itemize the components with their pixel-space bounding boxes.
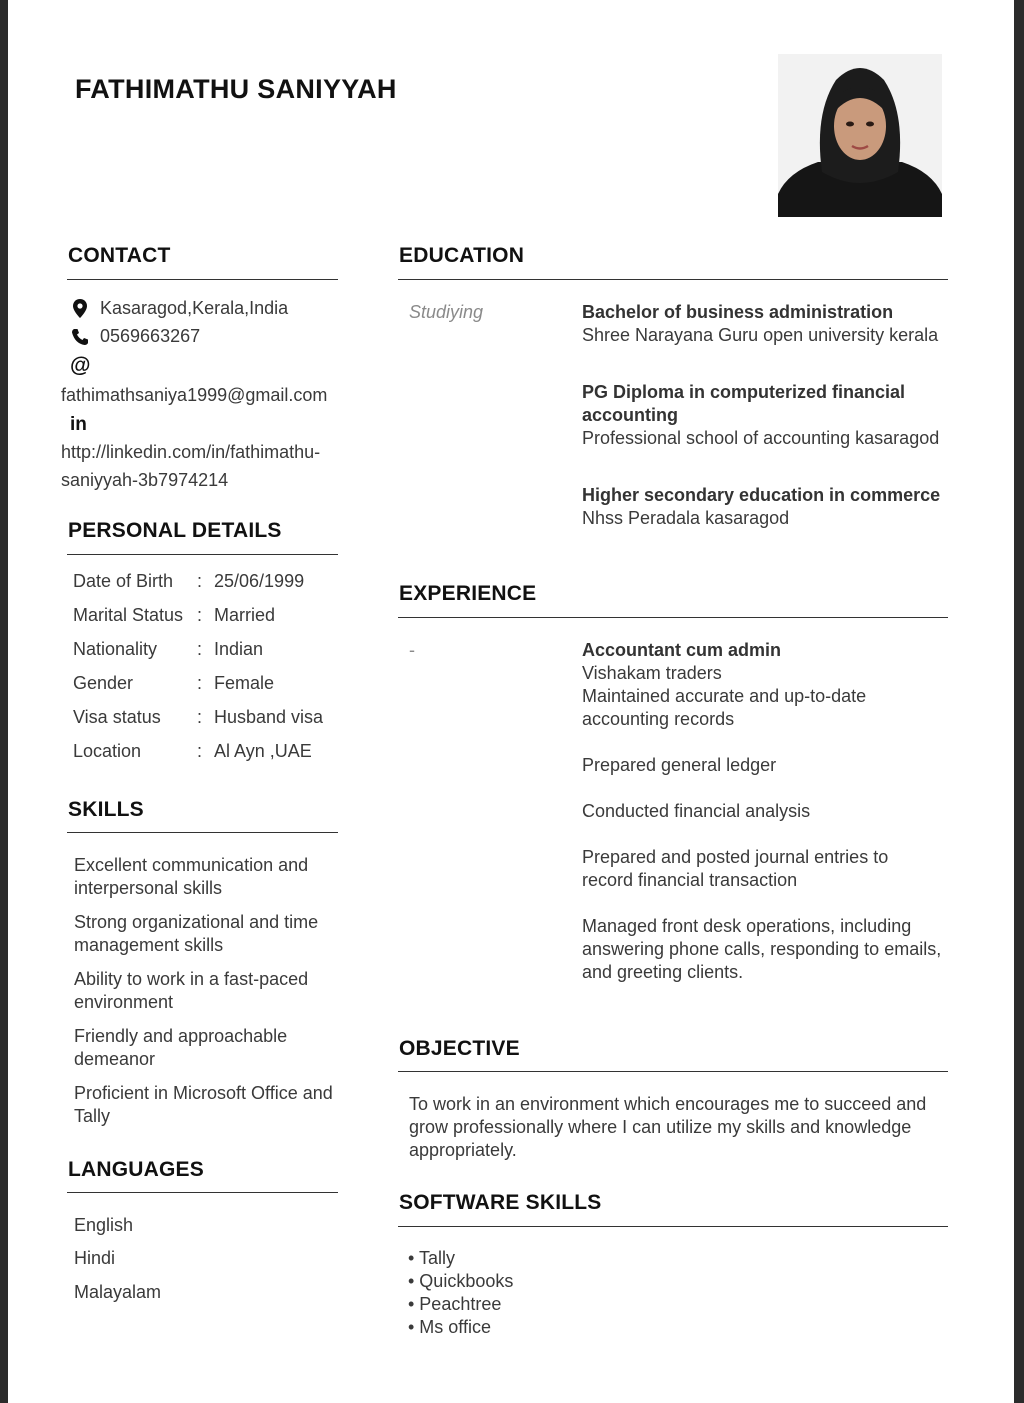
linkedin-icon: in bbox=[70, 414, 87, 435]
language-item: Hindi bbox=[74, 1248, 116, 1268]
resume-page bbox=[8, 0, 1014, 1403]
email-text: fathimathsaniya1999@gmail.com bbox=[61, 385, 328, 405]
personal-value: Al Ayn ,UAE bbox=[214, 741, 312, 761]
experience-divider bbox=[398, 617, 948, 618]
personal-value: Married bbox=[214, 605, 276, 625]
degree-title: Higher secondary education in commerce bbox=[582, 485, 941, 505]
personal-label: Location bbox=[73, 741, 142, 761]
personal-row: Visa status : Husband visa bbox=[73, 707, 324, 727]
contact-heading: CONTACT bbox=[68, 244, 171, 267]
profile-photo bbox=[778, 54, 942, 217]
location-text: Kasaragod,Kerala,India bbox=[100, 298, 289, 318]
personal-row: Gender : Female bbox=[73, 673, 275, 693]
skill-item: Friendly and approachable demeanor bbox=[74, 1026, 288, 1069]
education-status: Studiying bbox=[409, 302, 484, 322]
objective-divider bbox=[398, 1071, 948, 1072]
duty-item: Prepared and posted journal entries to record financial transaction bbox=[582, 847, 889, 890]
duty-item: Conducted financial analysis bbox=[582, 801, 811, 821]
linkedin-url-line2: saniyyah-3b7974214 bbox=[61, 470, 229, 490]
duty-item: Maintained accurate and up-to-date accounting records bbox=[582, 686, 867, 729]
duty-item: Prepared general ledger bbox=[582, 755, 777, 775]
language-item: Malayalam bbox=[74, 1282, 162, 1302]
skill-item: Strong organizational and time management skills bbox=[74, 912, 319, 955]
skill-item: Ability to work in a fast-paced environment bbox=[74, 969, 309, 1012]
personal-value: Indian bbox=[214, 639, 264, 659]
software-skills-divider bbox=[398, 1226, 948, 1227]
phone-text: 0569663267 bbox=[100, 326, 201, 346]
language-item: English bbox=[74, 1215, 134, 1235]
education-entry bbox=[582, 301, 942, 347]
objective-heading: OBJECTIVE bbox=[399, 1037, 520, 1060]
languages-heading: LANGUAGES bbox=[68, 1158, 204, 1181]
contact-divider bbox=[67, 279, 338, 280]
institution: Shree Narayana Guru open university kerala bbox=[582, 325, 939, 345]
linkedin-url-line1: http://linkedin.com/in/fathimathu- bbox=[61, 442, 321, 462]
education-entry bbox=[582, 381, 942, 450]
personal-value: Female bbox=[214, 673, 275, 693]
experience-entry bbox=[582, 639, 942, 731]
education-divider bbox=[398, 279, 948, 280]
software-item: • Tally bbox=[408, 1248, 455, 1268]
languages-divider bbox=[67, 1192, 338, 1193]
degree-title: PG Diploma in computerized financial accounting bbox=[582, 382, 906, 425]
education-heading: EDUCATION bbox=[399, 244, 525, 267]
experience-heading: EXPERIENCE bbox=[399, 582, 537, 605]
software-item: • Quickbooks bbox=[408, 1271, 514, 1291]
personal-value: 25/06/1999 bbox=[214, 571, 305, 591]
personal-details-heading: PERSONAL DETAILS bbox=[68, 519, 282, 542]
personal-row: Marital Status : Married bbox=[73, 605, 276, 625]
contact-location bbox=[70, 298, 288, 319]
candidate-name: FATHIMATHU SANIYYAH bbox=[75, 74, 397, 104]
duty-item: Managed front desk operations, including answering phone calls, responding to emails, and greeting clients. bbox=[582, 916, 942, 982]
skill-item: Proficient in Microsoft Office and Tally bbox=[74, 1083, 333, 1126]
personal-label: Marital Status bbox=[73, 605, 184, 625]
personal-details-divider bbox=[67, 554, 338, 555]
personal-value: Husband visa bbox=[214, 707, 324, 727]
institution: Professional school of accounting kasaragod bbox=[582, 428, 940, 448]
personal-label: Gender bbox=[73, 673, 134, 693]
institution: Nhss Peradala kasaragod bbox=[582, 508, 790, 528]
personal-row: Location : Al Ayn ,UAE bbox=[73, 741, 312, 761]
software-item: • Peachtree bbox=[408, 1294, 502, 1314]
company-name: Vishakam traders bbox=[582, 663, 722, 683]
experience-date: - bbox=[409, 640, 415, 660]
location-pin-icon bbox=[70, 299, 90, 318]
email-icon: @ bbox=[70, 354, 91, 377]
software-item: • Ms office bbox=[408, 1317, 491, 1337]
skills-heading: SKILLS bbox=[68, 798, 144, 821]
objective-text: To work in an environment which encourages me to succeed and grow professionally where I can utilize my skills and knowledge appropriately. bbox=[409, 1094, 927, 1160]
phone-icon bbox=[70, 328, 90, 346]
degree-title: Bachelor of business administration bbox=[582, 302, 894, 322]
personal-row: Date of Birth : 25/06/1999 bbox=[73, 571, 305, 591]
education-entry bbox=[582, 484, 942, 530]
job-title: Accountant cum admin bbox=[582, 640, 782, 660]
personal-label: Nationality bbox=[73, 639, 158, 659]
software-skills-heading: SOFTWARE SKILLS bbox=[399, 1191, 602, 1214]
personal-label: Date of Birth bbox=[73, 571, 174, 591]
contact-phone bbox=[70, 326, 200, 347]
skill-item: Excellent communication and interpersonal skills bbox=[74, 855, 309, 898]
personal-row: Nationality : Indian bbox=[73, 639, 264, 659]
personal-label: Visa status bbox=[73, 707, 161, 727]
skills-divider bbox=[67, 832, 338, 833]
